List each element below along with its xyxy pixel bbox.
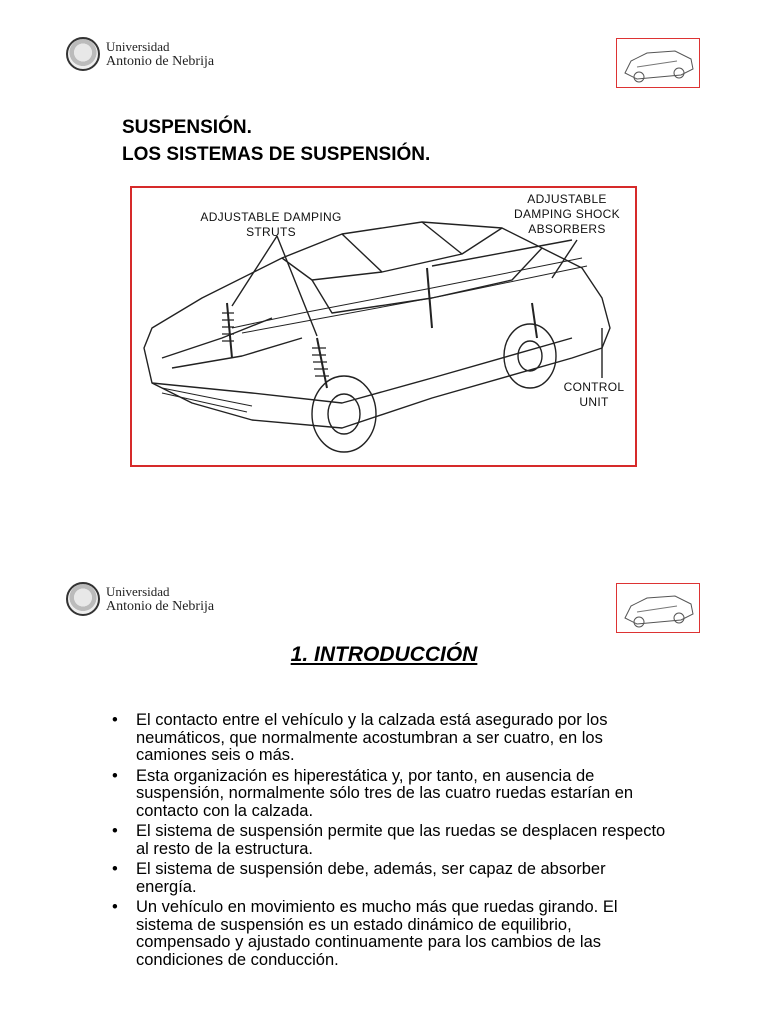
suspension-figure [130, 186, 637, 467]
logo-line2: Antonio de Nebrija [106, 599, 215, 614]
bullet-item: • El contacto entre el vehículo y la calzada está asegurado por los neumáticos, que normalmente acostumbran a ser cuatro, en los camiones seis o más. [110, 712, 670, 765]
label-control-line1: CONTROL [563, 380, 625, 394]
university-logo-2 [66, 582, 214, 616]
label-shock-line1: ADJUSTABLE [527, 192, 607, 206]
bullet-item: • El sistema de suspensión debe, además, ser capaz de absorber energía. [110, 861, 670, 896]
car-thumbnail [616, 38, 700, 88]
label-struts-line1: ADJUSTABLE DAMPING [200, 210, 342, 224]
label-shock-line3: ABSORBERS [528, 222, 606, 236]
section-heading: 1. INTRODUCCIÓN [290, 643, 478, 666]
title-line1: SUSPENSIÓN. [122, 117, 252, 138]
car-thumbnail-2 [616, 583, 700, 633]
label-damping-struts [196, 210, 346, 240]
label-shock-line2: DAMPING SHOCK [514, 207, 620, 221]
label-control-line2: UNIT [579, 395, 609, 409]
logo-line1: Universidad [106, 584, 170, 599]
car-thumbnail-icon [617, 584, 699, 632]
bullet-item: • El sistema de suspensión permite que las ruedas se desplacen respecto al resto de la estructura. [110, 823, 670, 858]
slide1-title [122, 114, 430, 168]
university-seal-icon [66, 582, 100, 616]
bullet-item: • Esta organización es hiperestática y, por tanto, en ausencia de suspensión, normalmente sólo tres de las cuatro ruedas estarían en contacto con la calzada. [110, 768, 670, 821]
bullet-list [110, 712, 670, 972]
label-struts-line2: STRUTS [246, 225, 296, 239]
university-seal-icon [66, 37, 100, 71]
bullet-item: • Un vehículo en movimiento es mucho más que ruedas girando. El sistema de suspensión es un estado dinámico de equilibrio, compensado y ajustado continuamente para los cambios de las condiciones de conducción. [110, 899, 670, 969]
title-line2: LOS SISTEMAS DE SUSPENSIÓN. [122, 144, 431, 165]
car-thumbnail-icon [617, 39, 699, 87]
label-shock-absorbers [512, 192, 622, 237]
logo-line2: Antonio de Nebrija [106, 54, 215, 69]
logo-line1: Universidad [106, 39, 170, 54]
label-control-unit [554, 380, 634, 410]
university-logo [66, 37, 214, 71]
